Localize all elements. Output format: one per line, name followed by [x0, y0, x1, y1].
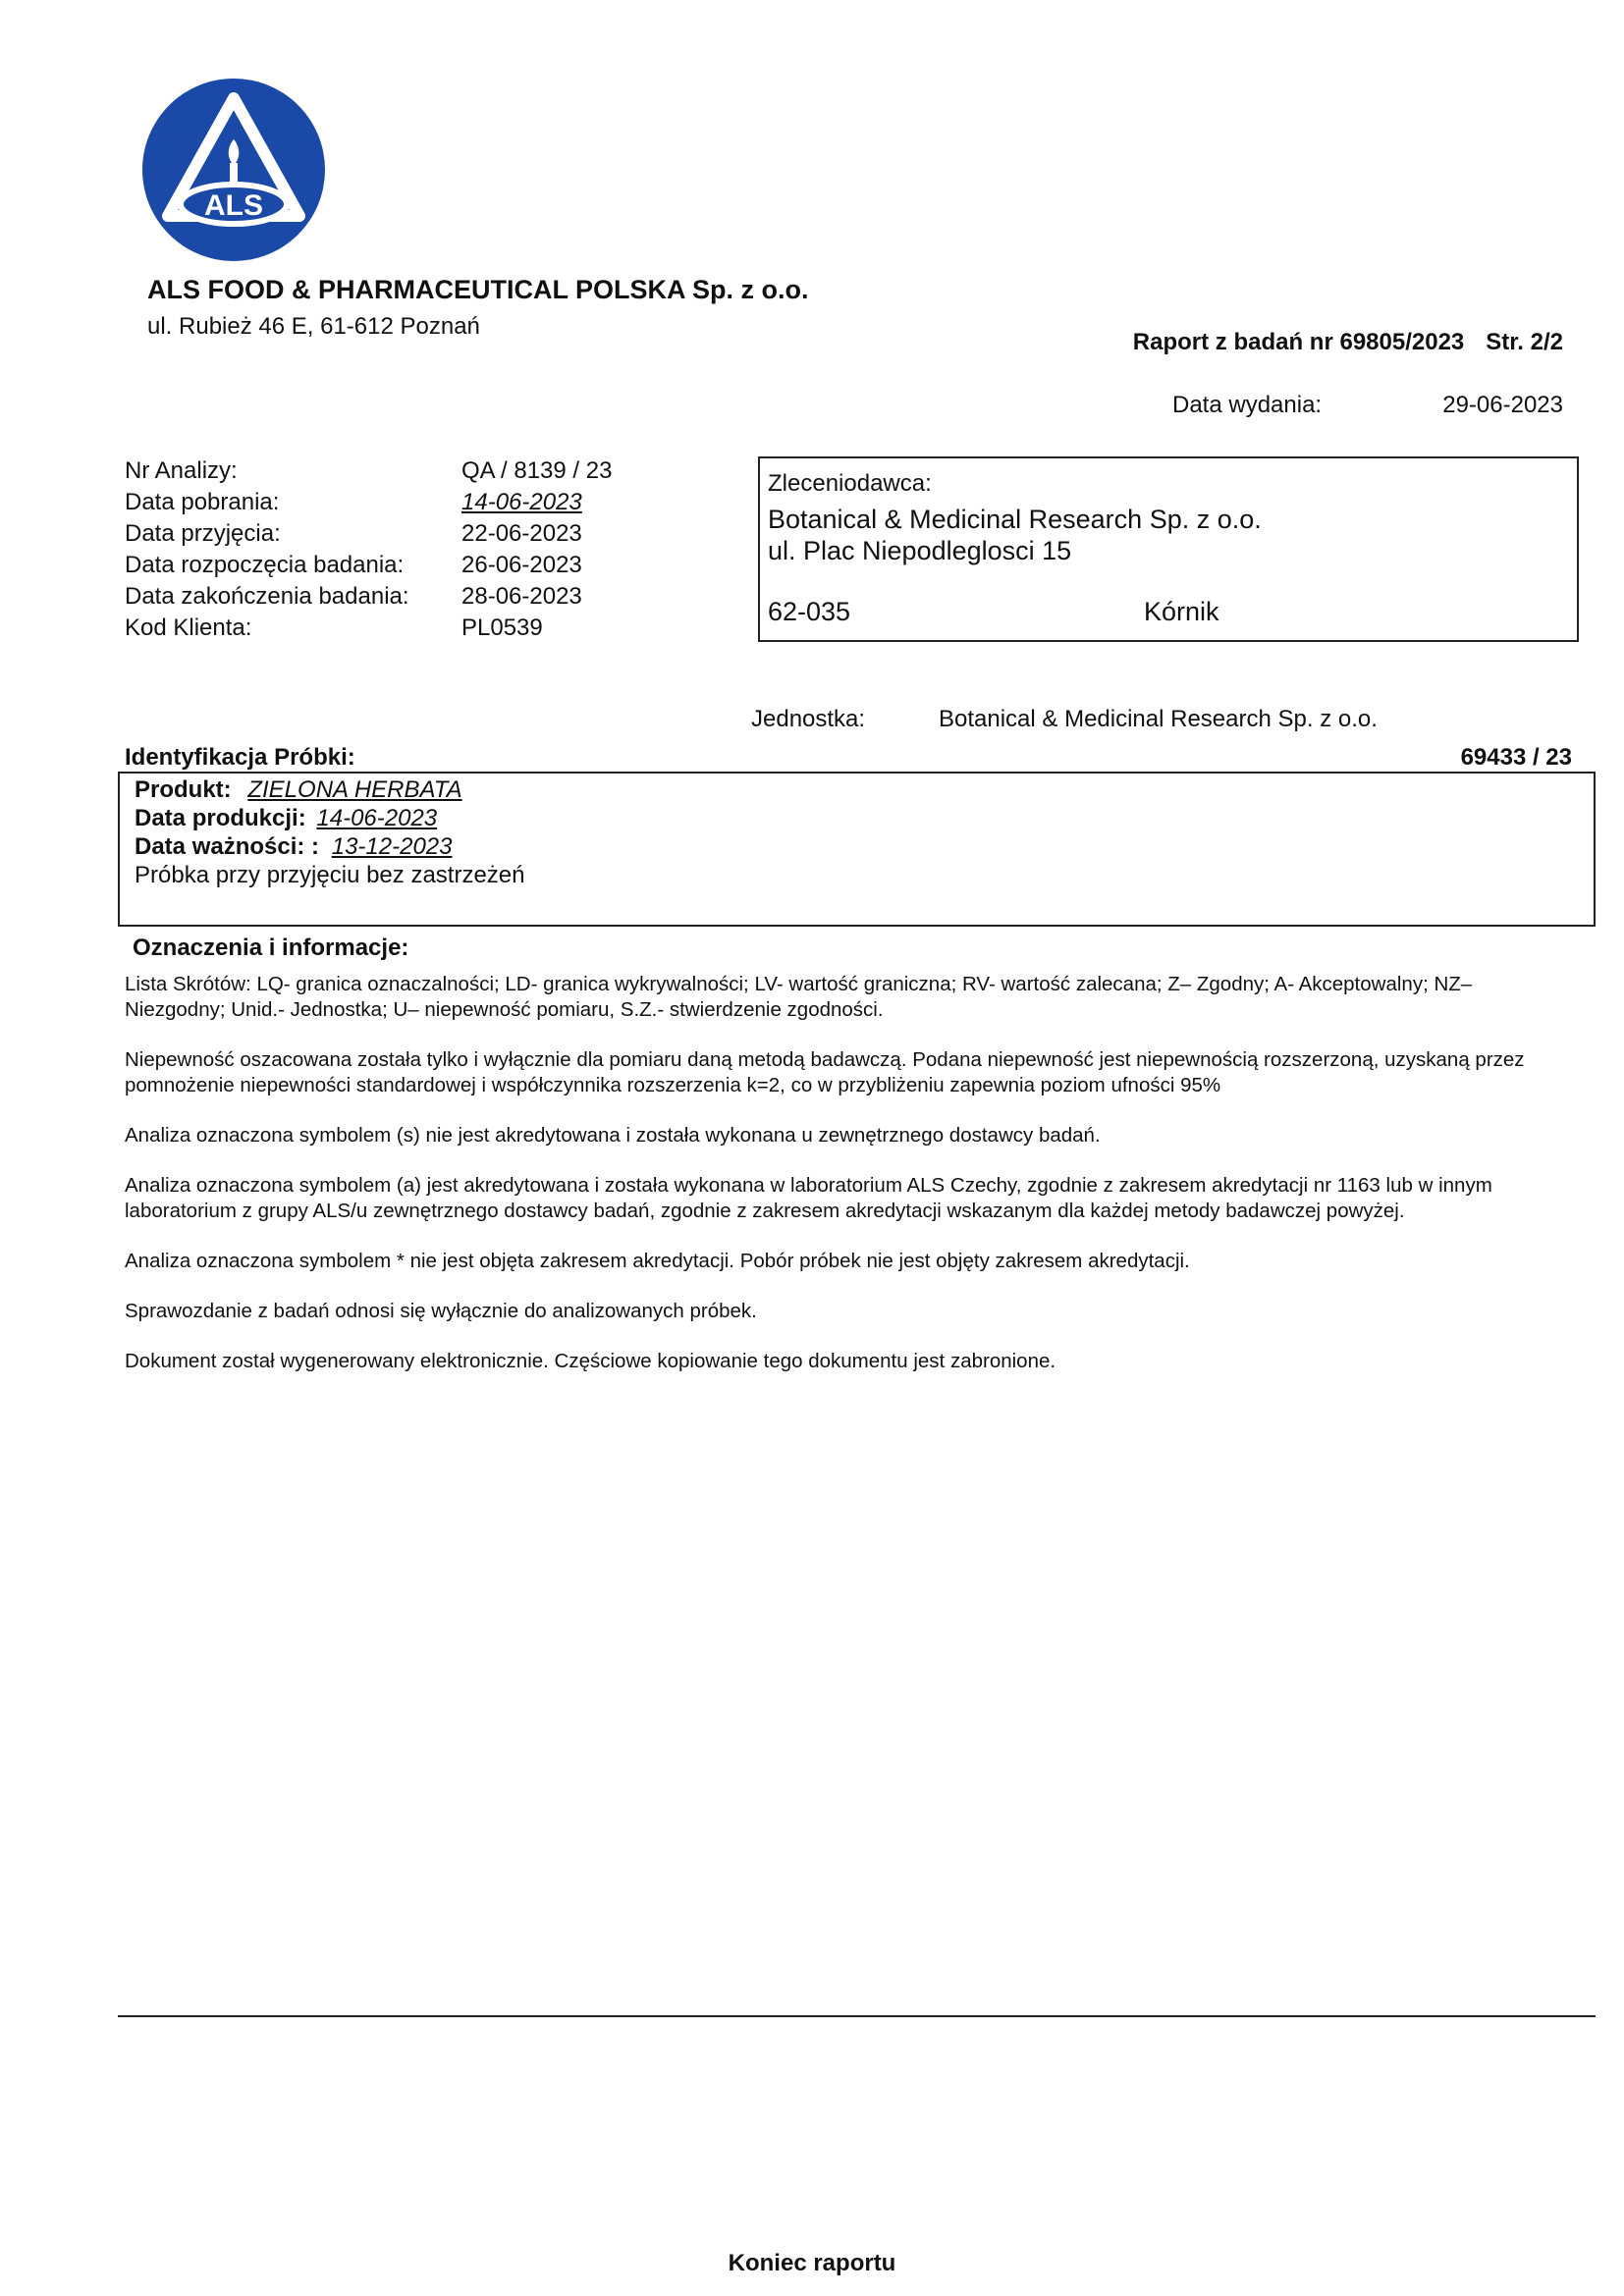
footer-divider [118, 2015, 1596, 2017]
company-address: ul. Rubież 46 E, 61-612 Poznań [147, 313, 480, 340]
info-label: Data przyjęcia: [125, 520, 281, 547]
unit-label: Jednostka: [751, 706, 866, 732]
info-row-start-date [125, 550, 612, 581]
svg-text:ALS: ALS [204, 189, 263, 222]
info-label: Data zakończenia badania: [125, 583, 409, 610]
note-paragraph: Dokument został wygenerowany elektronicznie. Częściowe kopiowanie tego dokumentu jest zabronione. [125, 1350, 1056, 1372]
sample-id: 69433 / 23 [1460, 744, 1572, 771]
sample-title: Identyfikacja Próbki: [125, 744, 355, 771]
als-flask-logo-icon [142, 79, 325, 261]
analysis-info [125, 455, 612, 644]
info-label: Data pobrania: [125, 489, 280, 515]
expiry-date-label: Data ważności: : [135, 833, 320, 860]
report-number [1133, 329, 1563, 356]
info-value: 14-06-2023 [461, 489, 582, 515]
info-label: Nr Analizy: [125, 457, 238, 484]
note-paragraph: Analiza oznaczona symbolem * nie jest objęta zakresem akredytacji. Pobór próbek nie jest objęty zakresem akredytacji. [125, 1250, 1190, 1272]
report-end: Koniec raportu [728, 2250, 896, 2276]
production-date-line [135, 805, 437, 832]
info-row-client-code [125, 613, 612, 644]
product-value: ZIELONA HERBATA [247, 776, 462, 803]
note-paragraph: Niepewność oszacowana została tylko i wyłącznie dla pomiaru daną metodą badawczą. Podana niepewność jest niepewnością rozszerzoną, uzyskaną przez pomnożenie niepewności standardowej i współczynnika rozszerzenia k=2, co w przybliżeniu zapewnia poziom ufności 95% [125, 1048, 1525, 1096]
info-label: Data rozpoczęcia badania: [125, 552, 405, 578]
product-line [135, 776, 462, 804]
notes-body [125, 972, 1568, 1399]
note-paragraph: Lista Skrótów: LQ- granica oznaczalności; LD- granica wykrywalności; LV- wartość graniczna; RV- wartość zalecana; Z– Zgodny; A- Akceptowalny; NZ– Niezgodny; Unid.- Jednostka; U– niepewność pomiaru, S.Z.- stwierdzenie zgodności. [125, 973, 1473, 1021]
company-name: ALS FOOD & PHARMACEUTICAL POLSKA Sp. z o.o. [147, 275, 809, 304]
company-logo [142, 79, 325, 261]
client-label: Zleceniodawca: [768, 470, 932, 497]
info-row-receipt-date [125, 518, 612, 550]
info-value: 22-06-2023 [461, 520, 582, 547]
report-title: Raport z badań nr 69805/2023 [1132, 329, 1465, 355]
page-number: Str. 2/2 [1486, 329, 1563, 355]
info-row-end-date [125, 581, 612, 613]
sample-box [118, 772, 1596, 927]
info-value: 26-06-2023 [461, 552, 582, 578]
sample-remark: Próbka przy przyjęciu bez zastrzeżeń [135, 862, 525, 888]
info-row-sampling-date [125, 487, 612, 518]
info-label: Kod Klienta: [125, 614, 252, 641]
notes-title: Oznaczenia i informacje: [133, 934, 409, 961]
info-value: PL0539 [461, 614, 543, 641]
expiry-date-line [135, 833, 452, 861]
client-zip: 62-035 [768, 597, 851, 626]
info-row-analysis-number [125, 455, 612, 487]
info-value: 28-06-2023 [461, 583, 582, 610]
info-value: QA / 8139 / 23 [461, 457, 613, 484]
production-date-value: 14-06-2023 [316, 805, 438, 831]
production-date-label: Data produkcji: [135, 805, 306, 831]
product-label: Produkt: [135, 776, 232, 803]
unit-value: Botanical & Medicinal Research Sp. z o.o. [939, 706, 1378, 732]
note-paragraph: Sprawozdanie z badań odnosi się wyłącznie do analizowanych próbek. [125, 1300, 757, 1322]
note-paragraph: Analiza oznaczona symbolem (s) nie jest akredytowana i została wykonana u zewnętrznego dostawcy badań. [125, 1124, 1101, 1147]
issue-date-value: 29-06-2023 [1442, 392, 1563, 418]
client-box [758, 456, 1579, 642]
client-street: ul. Plac Niepodleglosci 15 [768, 536, 1072, 565]
issue-date-label: Data wydania: [1172, 392, 1323, 418]
client-city: Kórnik [1144, 597, 1219, 626]
client-name: Botanical & Medicinal Research Sp. z o.o. [768, 505, 1262, 534]
expiry-date-value: 13-12-2023 [331, 833, 453, 860]
note-paragraph: Analiza oznaczona symbolem (a) jest akredytowana i została wykonana w laboratorium ALS Czechy, zgodnie z zakresem akredytacji nr 1163 lub w innym laboratorium z grupy ALS/u zewnętrznego dostawcy badań, zgodnie z zakresem akredytacji wskazanym dla każdej metody badawczej powyżej. [125, 1174, 1492, 1222]
